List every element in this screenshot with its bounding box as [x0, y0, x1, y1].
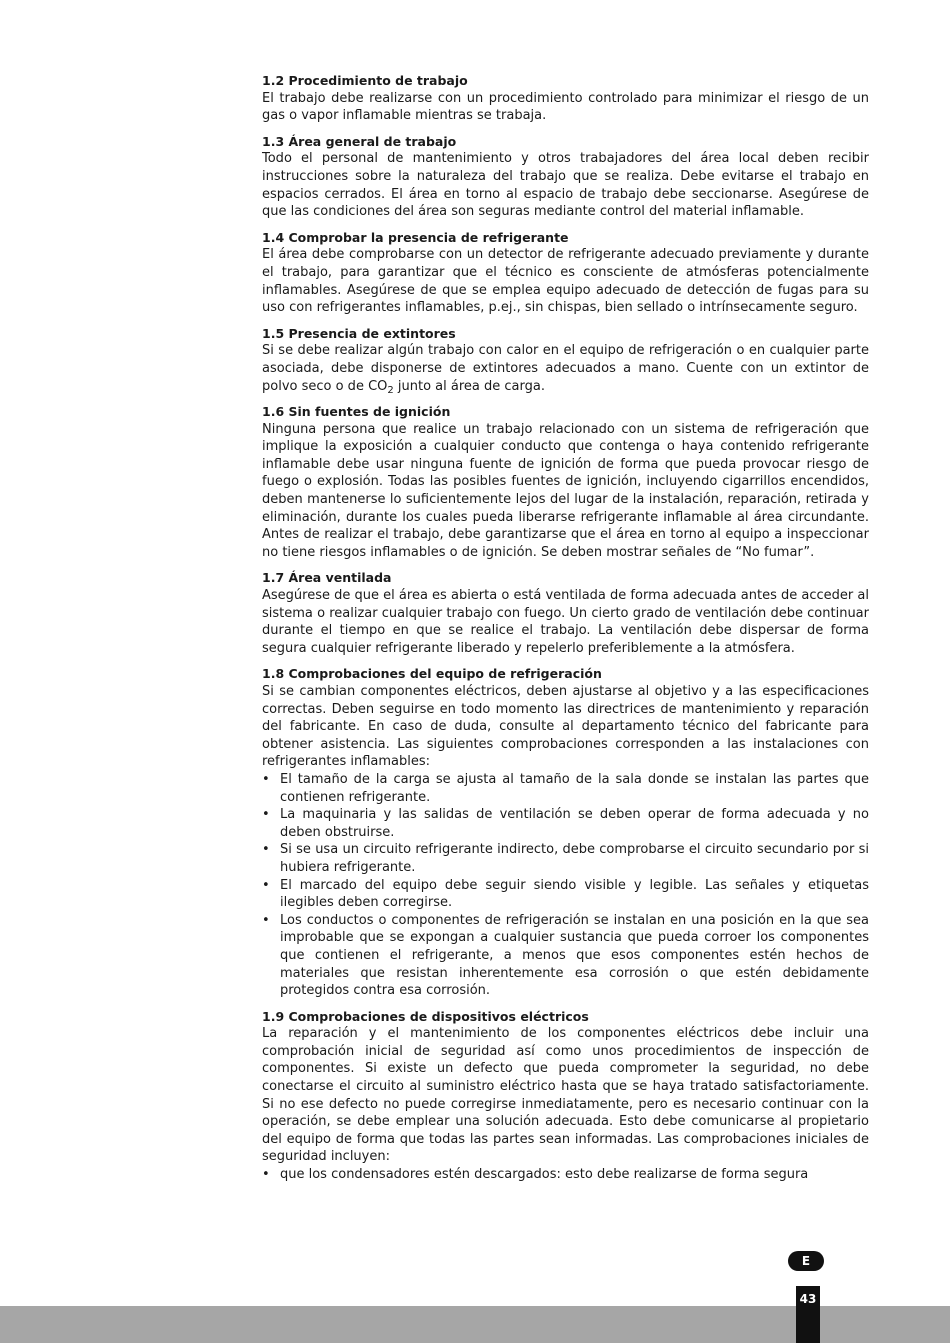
page-number: 43 [796, 1286, 820, 1343]
section-text: Ninguna persona que realice un trabajo relacionado con un sistema de refrigeración que implique la exposición a cualquier conducto que contenga o haya contenido refrigerante inflamable debe usar ninguna fuente de ignición de forma que pueda provocar riesgo de fuego o explosión. Todas las posibles fuentes de ignición, incluyendo cigarrillos encendidos, deben mantenerse lo suficientemente lejos del lugar de la instalación, reparación, retirada y eliminación, durante los cuales pueda liberarse refrigerante inflamable al área circundante. Antes de realizar el trabajo, debe garantizarse que el área en torno al equipo a inspeccionar no tiene riesgos inflamables o de ignición. Se deben mostrar señales de “No fumar”. [262, 421, 869, 560]
section-1-3 [262, 133, 869, 221]
section-heading: 1.6 Sin fuentes de ignición [262, 404, 451, 420]
section-heading: 1.4 Comprobar la presencia de refrigerante [262, 229, 569, 245]
section-text: La reparación y el mantenimiento de los componentes eléctricos debe incluir una comprobación inicial de seguridad así como unos procedimientos de inspección de componentes. Si existe un defecto que pueda comprometer la seguridad, no debe conectarse el circuito al suministro eléctrico hasta que se haya tratado satisfactoriamente. Si no ese defecto no puede corregirse inmediatamente, pero es necesario continuar con la operación, se debe emplear una solución adecuada. Esto debe comunicarse al propietario del equipo de forma que todas las partes sean informadas. Las comprobaciones iniciales de seguridad incluyen: [262, 1026, 869, 1165]
section-text: Si se cambian componentes eléctricos, deben ajustarse al objetivo y a las especificaciones correctas. Deben seguirse en todo momento las directrices de mantenimiento y reparación del fabricante. En caso de duda, consulte al departamento técnico del fabricante para obtener asistencia. Las siguientes comprobaciones corresponden a las instalaciones con refrigerantes inflamables: [262, 684, 869, 770]
list-item: • Los conductos o componentes de refrigeración se instalan en una posición en la que sea improbable que se expongan a cualquier sustancia que pueda corroer los componentes que contienen el refrigerante, a menos que esos componentes estén hechos de materiales que resistan inherentemente esa corrosión o que estén debidamente protegidos contra esa corrosión. [262, 912, 869, 1000]
list-item: • Si se usa un circuito refrigerante indirecto, debe comprobarse el circuito secundario por si hubiera refrigerante. [262, 841, 869, 876]
bullet-list [262, 771, 869, 1000]
section-heading: 1.8 Comprobaciones del equipo de refrigeración [262, 666, 602, 682]
section-heading: 1.2 Procedimiento de trabajo [262, 73, 468, 88]
list-item: • El marcado del equipo debe seguir siendo visible y legible. Las señales y etiquetas ilegibles deben corregirse. [262, 877, 869, 912]
subscript-2: 2 [387, 384, 394, 396]
language-badge: E [788, 1251, 824, 1271]
section-text: Todo el personal de mantenimiento y otros trabajadores del área local deben recibir instrucciones sobre la naturaleza del trabajo que se realiza. Debe evitarse el trabajo en espacios cerrados. El área en torno al espacio de trabajo debe seccionarse. Asegúrese de que las condiciones del área son seguras mediante control del material inflamable. [262, 151, 869, 220]
list-item: • La maquinaria y las salidas de ventilación se deben operar de forma adecuada y no deben obstruirse. [262, 806, 869, 841]
list-item: • que los condensadores estén descargados: esto debe realizarse de forma segura [262, 1166, 869, 1184]
section-1-7 [262, 569, 869, 657]
section-1-6 [262, 403, 869, 561]
bullet-list [262, 1166, 869, 1184]
section-1-2 [262, 72, 869, 125]
section-text [262, 342, 869, 395]
document-body [262, 72, 869, 1192]
section-heading: 1.3 Área general de trabajo [262, 133, 457, 149]
section-1-9 [262, 1008, 869, 1184]
section-text-part: Si se debe realizar algún trabajo con calor en el equipo de refrigeración o en cualquier parte asociada, debe disponerse de extintores adecuados a mano. Cuente con un extintor de polvo seco o de CO [262, 343, 869, 394]
section-text: El trabajo debe realizarse con un procedimiento controlado para minimizar el riesgo de un gas o vapor inflamable mientras se trabaja. [262, 90, 869, 124]
section-text: El área debe comprobarse con un detector de refrigerante adecuado previamente y durante el trabajo, para garantizar que el técnico es consciente de atmósferas potencialmente inflamables. Asegúrese de que se emplea equipo adecuado de detección de fugas para su uso con refrigerantes inflamables, p.ej., sin chispas, bien sellado o intrínsecamente seguro. [262, 247, 869, 316]
section-heading: 1.7 Área ventilada [262, 570, 392, 586]
section-heading: 1.9 Comprobaciones de dispositivos eléctricos [262, 1008, 589, 1024]
list-item: • El tamaño de la carga se ajusta al tamaño de la sala donde se instalan las partes que contienen refrigerante. [262, 771, 869, 806]
section-text-part: junto al área de carga. [393, 378, 545, 394]
section-1-5 [262, 325, 869, 395]
section-1-8 [262, 665, 869, 999]
section-text: Asegúrese de que el área es abierta o está ventilada de forma adecuada antes de acceder al sistema o realizar cualquier trabajo con fuego. Un cierto grado de ventilación debe continuar durante el tiempo en que se realice el trabajo. La ventilación debe dispersar de forma segura cualquier refrigerante liberado y repelerlo preferiblemente a la atmósfera. [262, 588, 869, 656]
section-1-4 [262, 229, 869, 317]
section-heading: 1.5 Presencia de extintores [262, 325, 456, 341]
